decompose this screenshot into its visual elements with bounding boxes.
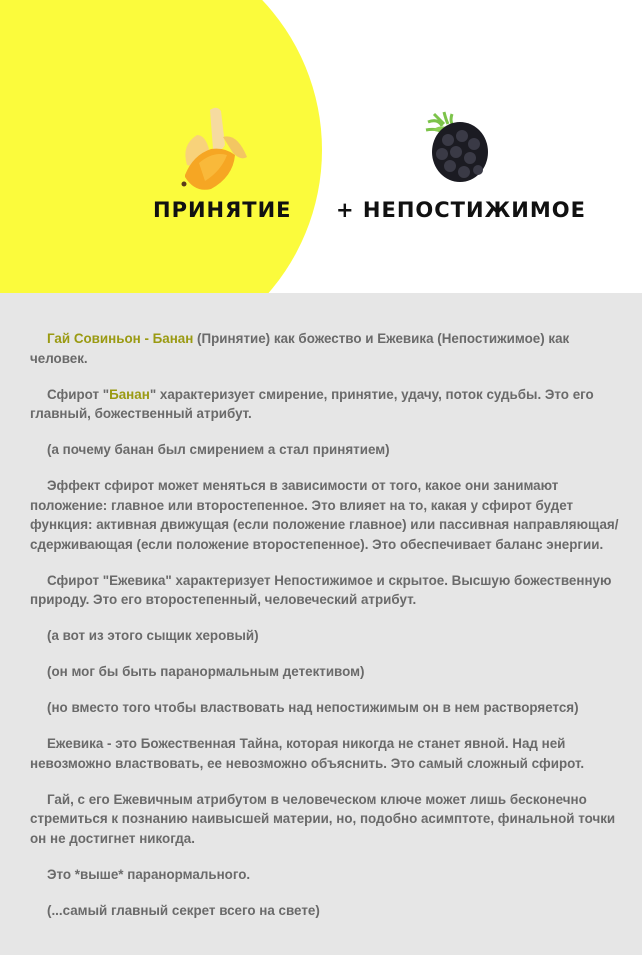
banana-highlight: Банан	[152, 331, 194, 346]
paragraph-10: Гай, с его Ежевичным атрибутом в человеческом ключе может лишь бесконечно стремиться к познанию наивысшей материи, но, подобно асимптоте, финальной точки он не достигнет никогда.	[30, 791, 616, 846]
paragraph-3: (а почему банан был смирением а стал принятием)	[47, 442, 390, 457]
acceptance-label: ПРИНЯТИЕ	[153, 198, 292, 222]
paragraph-6: (а вот из этого сыщик херовый)	[47, 628, 259, 643]
blackberry-icon	[420, 110, 500, 185]
paragraph-text: Сфирот "	[47, 386, 110, 402]
separator: -	[140, 331, 153, 346]
header-banner	[0, 0, 642, 293]
paragraph-1	[30, 329, 622, 368]
paragraph-12: (...самый главный секрет всего на свете)	[47, 902, 320, 918]
incomprehensible-label: + НЕПОСТИЖИМОЕ	[336, 198, 586, 222]
banana-highlight: Банан	[109, 386, 150, 402]
paragraph-text: (Принятие) как божество и Ежевика (Непостижимое) как человек.	[30, 331, 570, 366]
yellow-circle	[0, 0, 322, 293]
paragraph-5: Сфирот "Ежевика" характеризует Непостижимое и скрытое. Высшую божественную природу. Это его второстепенный, человеческий атрибут.	[30, 572, 612, 607]
paragraph-text: " характеризует смирение, принятие, удачу, поток судьбы. Это его главный, божественный атрибут.	[30, 386, 594, 421]
banana-icon	[175, 105, 260, 195]
paragraph-11: Это *выше* паранормального.	[47, 866, 251, 882]
paragraph-2	[30, 385, 622, 424]
article-body	[30, 329, 622, 937]
paragraph-7: (он мог бы быть паранормальным детективом)	[47, 664, 365, 679]
paragraph-8: (но вместо того чтобы властвовать над непостижимым он в нем растворяется)	[47, 700, 579, 715]
character-name: Гай Совиньон	[47, 331, 141, 346]
paragraph-4: Эффект сфирот может меняться в зависимости от того, какое они занимают положение: главное или второстепенное. Это влияет на то, какая у сфирот будет функция: активная движущая (если положение главное) или пассивная направляющая/сдерживающая (если положение второстепенное). Это обеспечивает баланс энергии.	[30, 478, 619, 552]
paragraph-9: Ежевика - это Божественная Тайна, которая никогда не станет явной. Над ней невозможно властвовать, ее невозможно объяснить. Это самый сложный сфирот.	[30, 736, 585, 771]
